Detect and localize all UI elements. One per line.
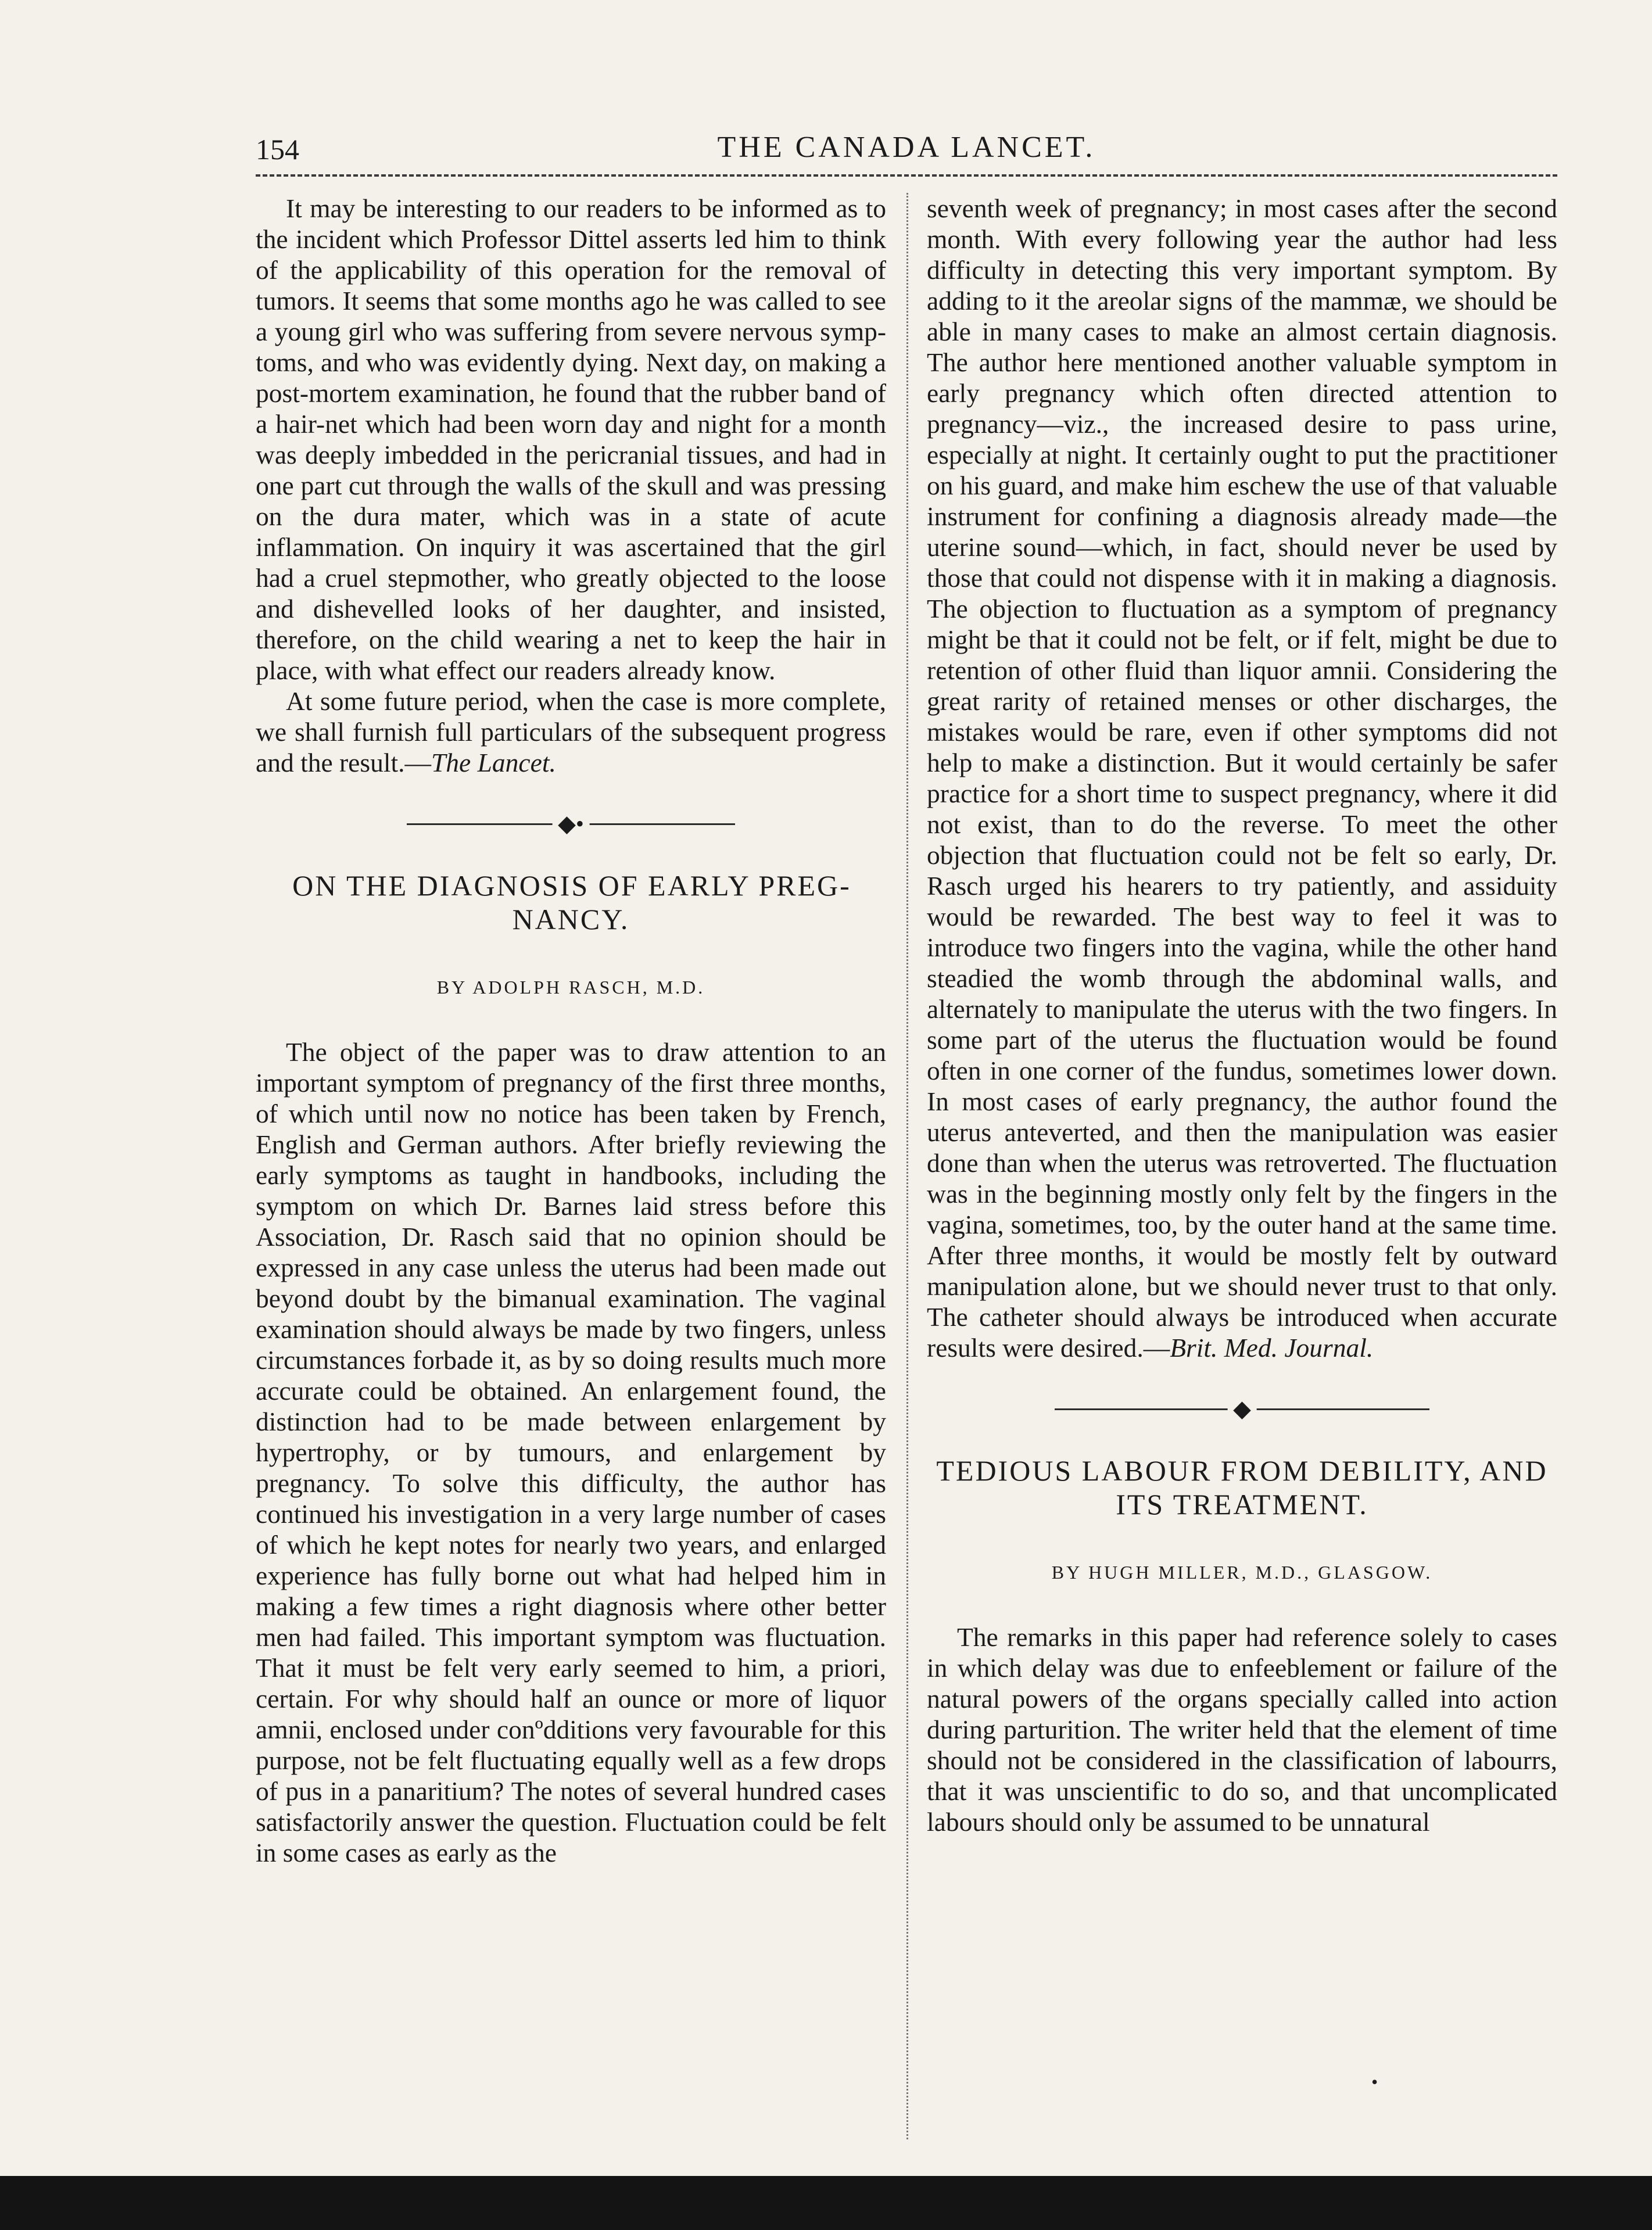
article-1-title: ON THE DIAGNOSIS OF EARLY PREGNANCY.: [292, 869, 850, 935]
right-column: [927, 193, 1557, 1837]
intro-paragraph-1: It may be interesting to our readers to be informed as to the incident which Professor Dittel asserts led him to think of the applicability of this operation for the removal of tumors. It seems that some months ago he was called to see a young girl who was suffering from severe nervous symptoms, and who was evidently dying. Next day, on making a post-mortem examination, he found that the rubber band of a hair-net which had been worn day and night for a month was deeply imbedded in the pericranial tissues, and had in one part cut through the walls of the skull and was pressing on the dura mater, which was in a state of acute inflammation. On inquiry it was ascertained that the girl had a cruel stepmother, who greatly objected to the loose and dishevelled looks of her daughter, and insisted, therefore, on the child wearing a net to keep the hair in place, with what effect our readers already know.: [256, 193, 886, 685]
continuation-paragraph: [927, 193, 1557, 1363]
article-2-title: TEDIOUS LABOUR FROM DEBILITY, AND ITS TREATMENT.: [936, 1454, 1548, 1521]
section-ornament-2: [927, 1386, 1557, 1431]
continuation-source: Brit. Med. Journal.: [1170, 1333, 1374, 1363]
left-column: [256, 193, 886, 1868]
page-header: [256, 122, 1557, 168]
article-1-paragraph: The object of the paper was to draw attention to an important symptom of pregnancy of the first three months, of which until now no notice has been taken by French, English and German authors. After briefly reviewing the early symptoms as taught in handbooks, including the symptom on which Dr. Barnes laid stress before this Association, Dr. Rasch said that no opinion should be expressed in any case unless the uterus had been made out beyond doubt by the bimanual examination. The vaginal examination should always be made by two fingers, unless circumstances forbade it, as by so doing results much more accurate could be obtained. An enlargement found, the distinction had to be made between enlargement by hypertrophy, or by tumours, and enlargement by pregnancy. To solve this difficulty, the author has continued his investigation in a very large number of cases of which he kept notes for nearly two years, and enlarged experience has fully borne out what had helped him in making a few times a right diagnosis where other better men had failed. This important symptom was fluctuation. That it must be felt very early seemed to him, a priori, certain. For why should half an ounce or more of liquor amnii, enclosed under conºdditions very favourable for this purpose, not be felt fluctuating equally well as a few drops of pus in a panaritium? The notes of several hundred cases satisfactorily answer the question. Fluctuation could be felt in some cases as early as the: [256, 1037, 886, 1867]
continuation-text: seventh week of pregnancy; in most cases after the second month. With every following year the author had less difficulty in detecting this very important symptom. By adding to it the areolar signs of the mammæ, we should be able in many cases to make an almost certain diagnosis. The author here mentioned another valuable symptom in early pregnancy which often directed attention to pregnancy—viz., the increased desire to pass urine, especially at night. It certainly ought to put the practitioner on his guard, and make him eschew the use of that valuable instrument for confining a diagnosis already made—the uterine sound—which, in fact, should never be used by those that could not dispense with it in making a diagnosis. The objection to fluctuation as a symptom of pregnancy might be that it could not be felt, or if felt, might be due to retention of other fluid than liquor amnii. Considering the great rarity of retained menses or other discharges, the mistakes would be rare, even if other symptoms did not help to make a distinction. But it would certainly be safer practice for a short time to suspect pregnancy, where it did not exist, than to do the reverse. To meet the other objection that fluctuation could not be felt so early, Dr. Rasch urged his hearers to try patiently, and assiduity would be rewarded. The best way to feel it was to introduce two fingers into the vagina, while the other hand steadied the womb through the abdominal walls, and alternately to manipulate the uterus with the two fingers. In some part of the uterus the fluctuation would be found often in one corner of the fundus, sometimes lower down. In most cases of early pregnancy, the author found the uterus anteverted, and then the manipulation was easier done than when the uterus was retroverted. The fluctuation was in the beginning mostly only felt by the fingers in the vagina, sometimes, too, by the outer hand at the same time. After three months, it would be mostly felt by outward manipulation alone, but we should never trust to that only. The catheter should always be introduced when accurate results were desired.—: [927, 193, 1557, 1363]
column-divider: [906, 193, 908, 2139]
section-ornament-1: [256, 801, 886, 845]
intro-source: The Lancet.: [431, 748, 556, 777]
intro-paragraph-2-text: At some future period, when the case is more complete, we shall furnish full particulars of the subsequent progress and the result.—: [256, 686, 886, 777]
scan-bottom-edge: [0, 2176, 1652, 2230]
header-rule: [256, 174, 1557, 177]
article-2-paragraph: The remarks in this paper had reference solely to cases in which delay was due to enfeeblement or failure of the natural powers of the organs specially called into action during parturition. The writer held that the element of time should not be considered in the classification of labourrs, that it was unscientific to do so, and that uncomplicated labours should only be assumed to be unnatural: [927, 1622, 1557, 1837]
article-2-byline: BY HUGH MILLER, M.D., GLASGOW.: [1051, 1562, 1433, 1583]
page-number: 154: [256, 133, 299, 166]
ornament-glyph: ◆•: [552, 808, 590, 839]
running-title: THE CANADA LANCET.: [717, 131, 1096, 164]
footer-dot-mark: •: [1371, 2071, 1378, 2092]
article-1-byline: BY ADOLPH RASCH, M.D.: [436, 977, 705, 998]
intro-paragraph-2: [256, 686, 886, 778]
ornament-glyph-2: ◆: [1227, 1393, 1257, 1424]
